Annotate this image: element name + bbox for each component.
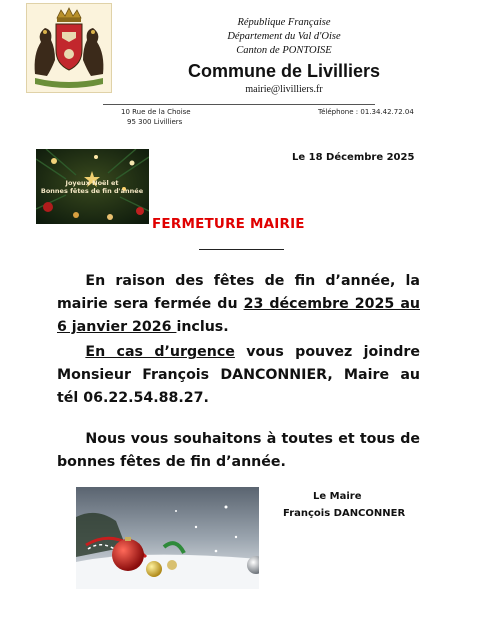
address-city: 95 300 Livilliers <box>127 118 183 126</box>
greeting-line1: Joyeux Noël et <box>65 179 119 187</box>
canton-heading: Canton de PONTOISE <box>236 45 332 56</box>
letter-date: Le 18 Décembre 2025 <box>292 152 415 163</box>
closure-end-date: 6 janvier 2026 <box>57 319 177 335</box>
christmas-ornaments-image <box>76 487 259 589</box>
christmas-greeting-image <box>36 149 149 224</box>
closure-start-date: 23 décembre 2025 au <box>243 296 420 312</box>
emergency-line1: En cas d’urgence vous pouvez joindre <box>85 344 421 360</box>
email-address: mairie@livilliers.fr <box>245 84 323 95</box>
closure-line2: mairie sera fermée du 23 décembre 2025 au <box>57 296 420 312</box>
closure-line1: En raison des fêtes de fin d’année, la <box>85 273 420 289</box>
closure-line3: 6 janvier 2026 inclus. <box>57 319 229 335</box>
header-divider <box>103 104 375 105</box>
coat-of-arms-logo <box>26 3 112 93</box>
wishes-paragraph <box>57 428 420 474</box>
commune-title: Commune de Livilliers <box>187 61 381 81</box>
wishes-line1: Nous vous souhaitons à toutes et tous de <box>85 431 420 447</box>
departement-heading: Département du Val d'Oise <box>227 31 341 42</box>
signature-name: François DANCONNER <box>283 508 406 519</box>
emergency-label: En cas d’urgence <box>85 344 235 360</box>
emergency-phone: tél 06.22.54.88.27. <box>57 390 209 406</box>
greeting-line2: Bonnes fêtes de fin d'année <box>40 187 144 195</box>
telephone-number: Téléphone : 01.34.42.72.04 <box>318 108 414 116</box>
address-street: 10 Rue de la Choise <box>121 108 191 116</box>
emergency-line2: Monsieur François DANCONNIER, Maire au <box>57 367 420 383</box>
closure-paragraph <box>57 270 420 339</box>
wishes-line2: bonnes fêtes de fin d’année. <box>57 454 286 470</box>
republique-heading: République Française <box>237 17 331 28</box>
notice-title: FERMETURE MAIRIE <box>152 216 305 232</box>
signature-role: Le Maire <box>313 491 362 502</box>
title-underline <box>199 249 284 250</box>
emergency-paragraph <box>57 341 420 410</box>
